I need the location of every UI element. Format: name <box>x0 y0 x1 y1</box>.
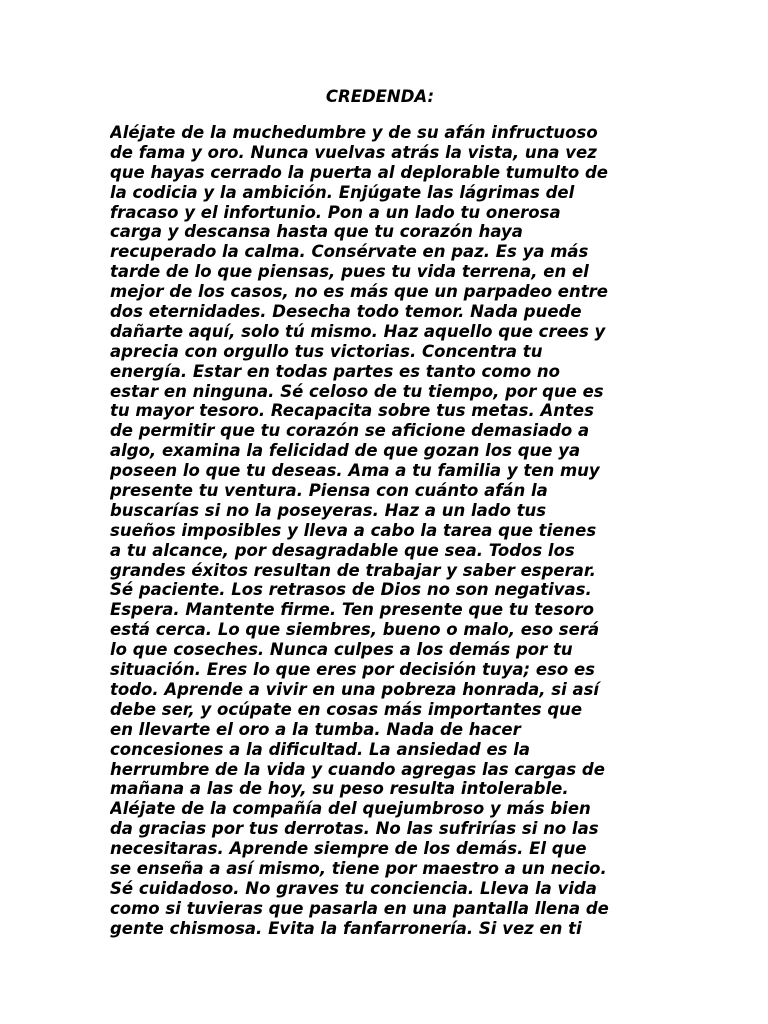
body-line: poseen lo que tu deseas. Ama a tu familia y ten muy <box>110 461 600 481</box>
body-line: herrumbre de la vida y cuando agregas las cargas de <box>110 759 605 779</box>
document-title: CREDENDA: <box>325 87 435 106</box>
body-line: aprecia con orgullo tus victorias. Concentra tu <box>110 341 543 361</box>
body-line: da gracias por tus derrotas. No las sufrirías si no las <box>110 819 599 839</box>
body-line: Sé paciente. Los retrasos de Dios no son negativas. <box>110 580 592 600</box>
body-line: que hayas cerrado la puerta al deplorable tumulto de <box>110 162 608 182</box>
body-line: fracaso y el infortunio. Pon a un lado tu onerosa <box>110 202 561 222</box>
body-line: se enseña a así mismo, tiene por maestro a un necio. <box>110 858 607 878</box>
body-line: mañana a las de hoy, su peso resulta intolerable. <box>110 779 569 799</box>
body-line: lo que coseches. Nunca culpes a los demás por tu <box>110 640 573 660</box>
body-line: de permitir que tu corazón se aficione demasiado a <box>110 421 590 441</box>
body-line: debe ser, y ocúpate en cosas más importantes que <box>110 699 583 719</box>
body-line: grandes éxitos resultan de trabajar y saber esperar. <box>110 560 596 580</box>
body-line: de fama y oro. Nunca vuelvas atrás la vista, una vez <box>110 142 597 162</box>
body-line: energía. Estar en todas partes es tanto como no <box>110 361 560 381</box>
body-line: concesiones a la dificultad. La ansiedad es la <box>110 739 531 759</box>
body-line: en llevarte el oro a la tumba. Nada de hacer <box>110 719 521 739</box>
body-line: dañarte aquí, solo tú mismo. Haz aquello que crees y <box>110 321 606 341</box>
body-line: está cerca. Lo que siembres, bueno o malo, eso será <box>110 620 600 640</box>
body-line: mejor de los casos, no es más que un parpadeo entre <box>110 282 608 302</box>
body-line: Espera. Mantente firme. Ten presente que tu tesoro <box>110 600 594 620</box>
body-line: como si tuvieras que pasarla en una pantalla llena de <box>110 898 609 918</box>
body-line: recuperado la calma. Consérvate en paz. Es ya más <box>110 242 589 262</box>
body-line: gente chismosa. Evita la fanfarronería. Si vez en ti <box>110 918 582 938</box>
body-line: algo, examina la felicidad de que gozan los que ya <box>110 441 581 461</box>
body-line: presente tu ventura. Piensa con cuánto afán la <box>110 481 548 501</box>
body-line: la codicia y la ambición. Enjúgate las lágrimas del <box>110 182 575 202</box>
body-line: tarde de lo que piensas, pues tu vida terrena, en el <box>110 262 589 282</box>
body-line: todo. Aprende a vivir en una pobreza honrada, si así <box>110 679 600 699</box>
body-line: buscarías si no la poseyeras. Haz a un lado tus <box>110 500 547 520</box>
body-line: necesitaras. Aprende siempre de los demás. El que <box>110 839 587 859</box>
body-line: dos eternidades. Desecha todo temor. Nada puede <box>110 302 582 322</box>
body-line: carga y descansa hasta que tu corazón haya <box>110 222 523 242</box>
body-line: tu mayor tesoro. Recapacita sobre tus metas. Antes <box>110 401 594 421</box>
body-line: estar en ninguna. Sé celoso de tu tiempo, por que es <box>110 381 604 401</box>
body-line: sueños imposibles y lleva a cabo la tarea que tienes <box>110 520 597 540</box>
body-line: Aléjate de la compañía del quejumbroso y más bien <box>110 799 591 819</box>
body-line: Sé cuidadoso. No graves tu conciencia. Lleva la vida <box>110 878 597 898</box>
body-line: Aléjate de la muchedumbre y de su afán infructuoso <box>110 123 598 142</box>
document-body <box>110 123 760 939</box>
body-line: a tu alcance, por desagradable que sea. Todos los <box>110 540 575 560</box>
body-line: situación. Eres lo que eres por decisión tuya; eso es <box>110 660 595 680</box>
